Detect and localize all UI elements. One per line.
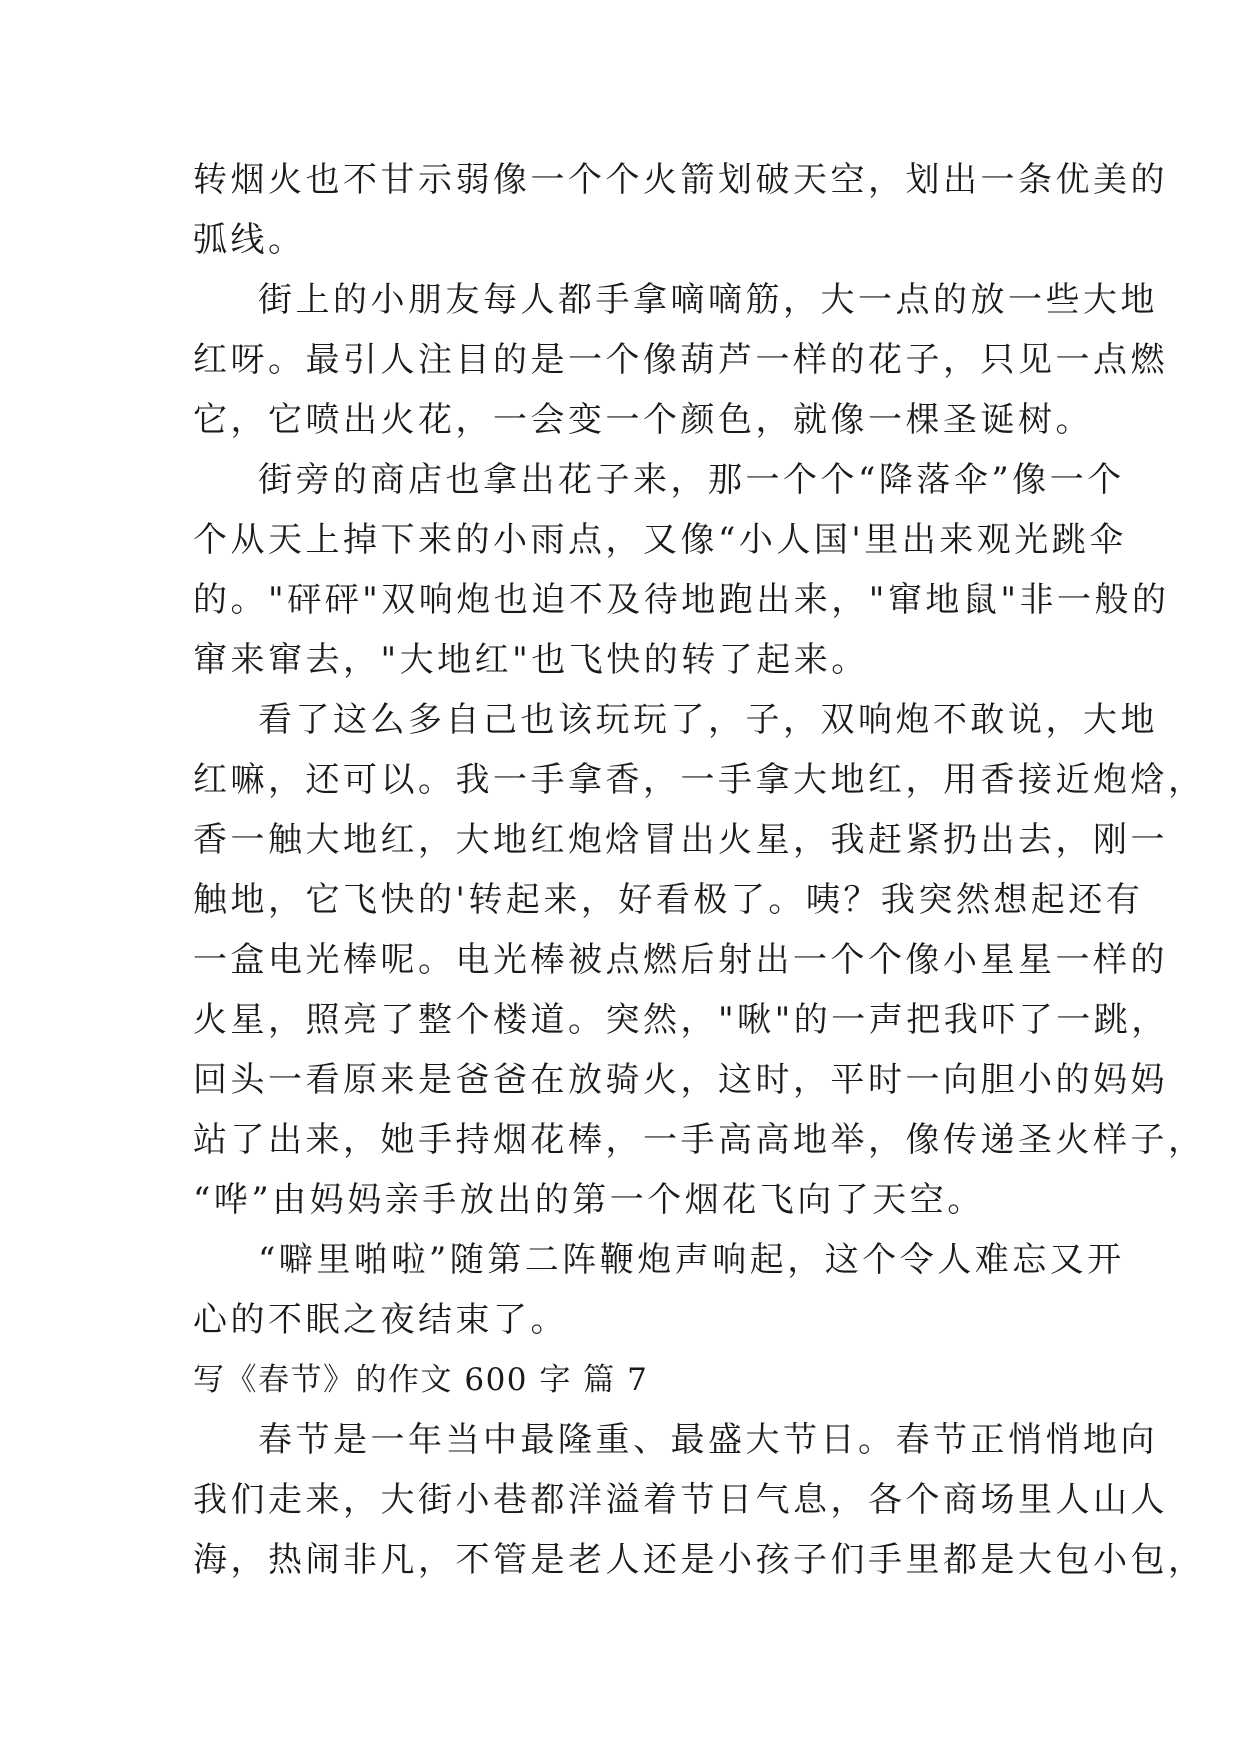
text-line: 它，它喷出火花，一会变一个颜色，就像一棵圣诞树。 (193, 400, 1093, 440)
text-line: 心的不眠之夜结束了。 (193, 1300, 568, 1340)
section-heading: 写《春节》的作文 600 字 篇 7 (193, 1362, 649, 1398)
text-line: 触地，它飞快的'转起来，好看极了。咦？我突然想起还有 (193, 880, 1144, 920)
text-line: 海，热闹非凡，不管是老人还是小孩子们手里都是大包小包， (193, 1540, 1206, 1580)
text-line: 弧线。 (193, 220, 306, 260)
text-line: 转烟火也不甘示弱像一个个火箭划破天空，划出一条优美的 (193, 160, 1168, 200)
text-line: 个从天上掉下来的小雨点，又像“小人国'里出来观光跳伞 (193, 520, 1127, 560)
text-line: 站了出来，她手持烟花棒，一手高高地举，像传递圣火样子， (193, 1120, 1206, 1160)
paragraph-first-line: 看了这么多自己也该玩玩了，子，双响炮不敢说，大地 (258, 700, 1158, 740)
text-line: 窜来窜去，"大地红"也飞快的转了起来。 (193, 640, 869, 680)
text-line: 红呀。最引人注目的是一个像葫芦一样的花子，只见一点燃 (193, 340, 1168, 380)
text-line: 香一触大地红，大地红炮焓冒出火星，我赶紧扔出去，刚一 (193, 820, 1168, 860)
paragraph-first-line: 街旁的商店也拿出花子来，那一个个“降落伞”像一个 (258, 460, 1125, 500)
paragraph-first-line: 街上的小朋友每人都手拿嘀嘀筋，大一点的放一些大地 (258, 280, 1158, 320)
text-line: 一盒电光棒呢。电光棒被点燃后射出一个个像小星星一样的 (193, 940, 1168, 980)
text-line: 我们走来，大街小巷都洋溢着节日气息，各个商场里人山人 (193, 1480, 1168, 1520)
paragraph-first-line: 春节是一年当中最隆重、最盛大节日。春节正悄悄地向 (258, 1420, 1158, 1460)
text-line: “哗”由妈妈亲手放出的第一个烟花飞向了天空。 (193, 1180, 985, 1220)
text-line: 红嘛，还可以。我一手拿香，一手拿大地红，用香接近炮焓， (193, 760, 1206, 800)
text-line: 回头一看原来是爸爸在放骑火，这时，平时一向胆小的妈妈 (193, 1060, 1168, 1100)
text-line: 的。"砰砰"双响炮也迫不及待地跑出来，"窜地鼠"非一般的 (193, 580, 1170, 620)
paragraph-first-line: “噼里啪啦”随第二阵鞭炮声响起，这个令人难忘又开 (258, 1240, 1125, 1280)
text-line: 火星，照亮了整个楼道。突然，"啾"的一声把我吓了一跳， (193, 1000, 1169, 1040)
